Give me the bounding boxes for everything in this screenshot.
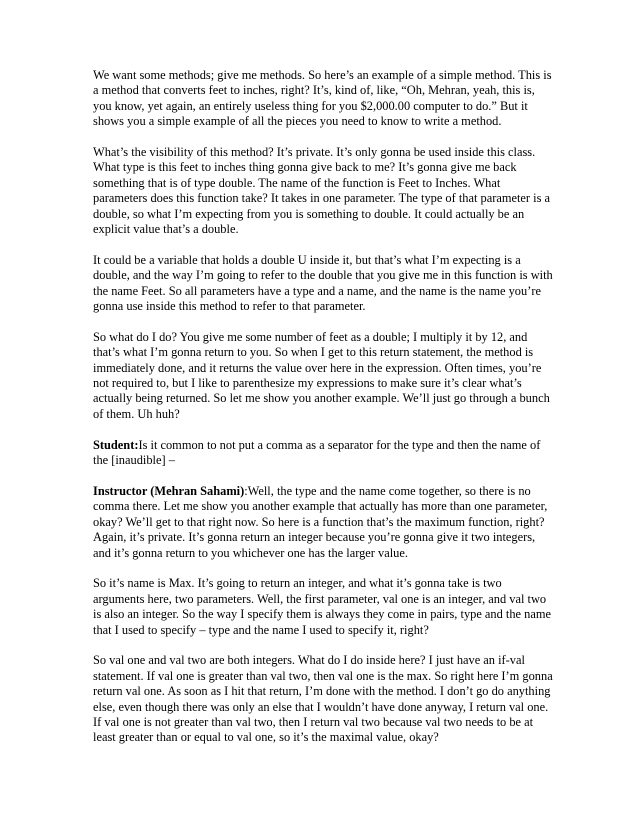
paragraph-parameter <box>93 253 553 315</box>
paragraph-if-statement <box>93 653 553 745</box>
paragraph-text: So val one and val two are both integers. What do I do inside here? I just have an if-val statement. If val one is greater than val two, then val one is the max. So right here I’m gonna return val one. As soon as I hit that return, I’m done with the method. I don’t go do anything else, even though there was only an else that I wouldn’t have done anyway, I return val one. If val one is not greater than val two, then I return val two because val two needs to be at least greater than or equal to val one, so it’s the maximal value, okay? <box>93 653 553 745</box>
transcript-page <box>93 68 553 761</box>
paragraph-text: So what do I do? You give me some number of feet as a double; I multiply it by 12, and that’s what I’m gonna return to you. So when I get to this return statement, the method is immediately done, and it returns the value over here in the expression. Often times, you’re not required to, but I like to parenthesize my expressions to make sure it’s clear what’s actually being returned. So let me show you another example. We’ll just go through a bunch of them. Uh huh? <box>93 329 550 421</box>
paragraph-text: What’s the visibility of this method? It’s private. It’s only gonna be used inside this class. What type is this feet to inches thing gonna give back to me? It’s gonna give me back something that is of type double. The name of the function is Feet to Inches. What parameters does this function take? It takes in one parameter. The type of that parameter is a double, so what I’m expecting from you is something to double. It could actually be an explicit value that’s a double. <box>93 145 551 237</box>
paragraph-return <box>93 330 553 422</box>
paragraph-student-question <box>93 438 553 469</box>
paragraph-text: Is it common to not put a comma as a separator for the type and then the name of the [inaudible] – <box>93 437 541 468</box>
paragraph-visibility <box>93 145 553 237</box>
paragraph-text: We want some methods; give me methods. So here’s an example of a simple method. This is a method that converts feet to inches, right? It’s, kind of, like, “Oh, Mehran, yeah, this is, you know, yet again, an entirely useless thing for you $2,000.00 computer to do.” But it shows you a simple example of all the pieces you need to know to write a method. <box>93 68 552 129</box>
paragraph-text: :Well, the type and the name come together, so there is no comma there. Let me show you another example that actually has more than one parameter, okay? We’ll get to that right now. So here is a function that’s the maximum function, right? Again, it’s private. It’s gonna return an integer because you’re gonna give it two integers, and it’s gonna return to you whichever one has the larger value. <box>93 483 548 560</box>
paragraph-text: So it’s name is Max. It’s going to return an integer, and what it’s gonna take is two arguments here, two parameters. Well, the first parameter, val one is an integer, and val two is also an integer. So the way I specify them is always they come in pairs, type and the name that I used to specify – type and the name I used to specify it, right? <box>93 576 551 637</box>
paragraph-instructor-answer <box>93 484 553 561</box>
paragraph-intro <box>93 68 553 130</box>
paragraph-max <box>93 576 553 638</box>
speaker-label: Student: <box>93 437 139 452</box>
speaker-label: Instructor (Mehran Sahami) <box>93 483 245 498</box>
paragraph-text: It could be a variable that holds a double U inside it, but that’s what I’m expecting is a double, and the way I’m going to refer to the double that you give me in this function is with the name Feet. So all parameters have a type and a name, and the name is the name you’re gonna use inside this method to refer to that parameter. <box>93 252 553 314</box>
